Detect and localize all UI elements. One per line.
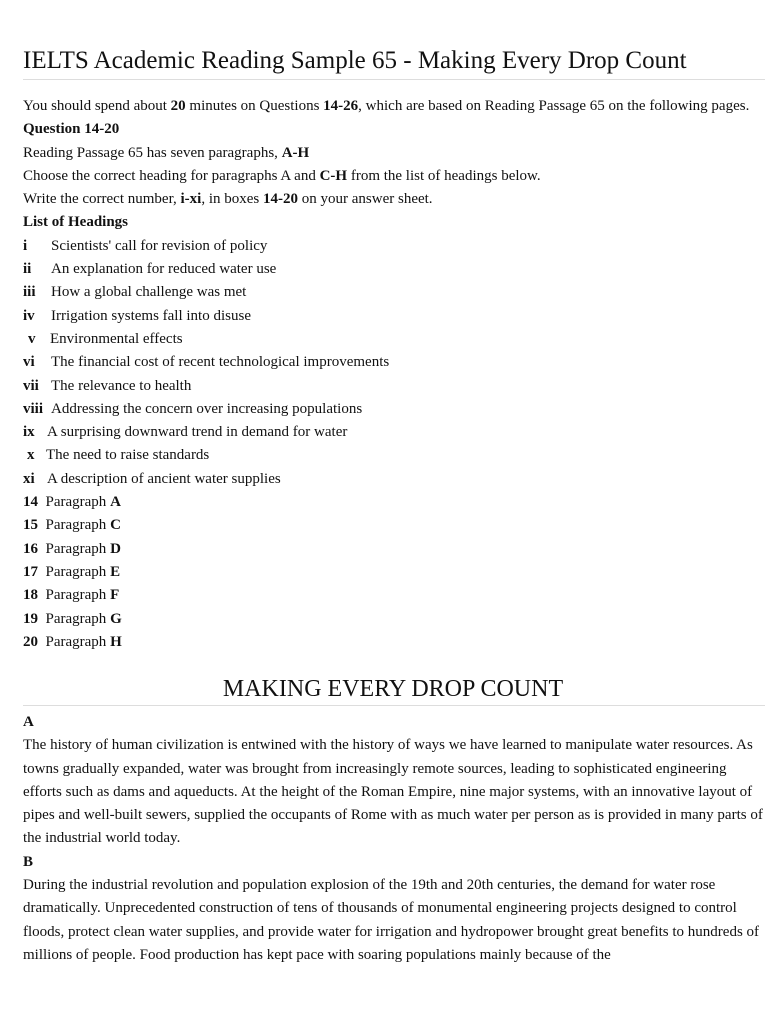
- heading-number: iii: [23, 284, 36, 301]
- instruction-text: , which are based on Reading Passage 65 on the following pages.: [358, 98, 750, 114]
- reading-passage: [23, 711, 765, 967]
- heading-text: The need to raise standards: [46, 447, 210, 464]
- page-title: IELTS Academic Reading Sample 65 - Making Every Drop Count: [23, 47, 687, 74]
- heading-item: [23, 305, 765, 328]
- heading-text: A description of ancient water supplies: [47, 470, 281, 487]
- headings-list: [23, 235, 765, 491]
- question-item: [23, 584, 765, 607]
- instruction-question-range: 14-26: [323, 98, 359, 114]
- answer-sheet-instruction: Write the correct number, i-xi, in boxes 14-20 on your answer sheet.: [23, 191, 433, 208]
- question-label: Paragraph: [45, 610, 107, 627]
- heading-text: Addressing the concern over increasing populations: [51, 400, 363, 417]
- heading-number: ix: [23, 424, 35, 441]
- question-heading: Question 14-20: [23, 121, 120, 138]
- question-letter: C: [110, 517, 121, 534]
- questions-list: [23, 491, 765, 654]
- heading-item: [23, 281, 765, 304]
- heading-text: Scientists' call for revision of policy: [51, 237, 268, 254]
- question-item: [23, 538, 765, 561]
- paragraph-count-instruction: Reading Passage 65 has seven paragraphs, A-H: [23, 144, 310, 161]
- question-item: [23, 608, 765, 631]
- question-label: Paragraph: [45, 633, 107, 650]
- heading-item: [23, 444, 765, 467]
- heading-text: Environmental effects: [50, 330, 183, 347]
- heading-number: iv: [23, 307, 35, 324]
- question-number: 18: [23, 587, 38, 604]
- passage-divider: [23, 705, 765, 706]
- question-item: [23, 561, 765, 584]
- heading-number: x: [27, 447, 35, 464]
- heading-number: vi: [23, 354, 35, 371]
- heading-number: vii: [23, 377, 39, 394]
- question-label: Paragraph: [45, 494, 107, 511]
- question-number: 16: [23, 540, 38, 557]
- paragraph-b-text: During the industrial revolution and population explosion of the 19th and 20th centuries, the demand for water rose dramatically. Unprecedented construction of tens of thousands of monumental engineering projects designed to control floods, protect clean water supplies, and provide water for irrigation and hydropower brought great benefits to hundreds of millions of people. Food production has kept pace with soaring populations mainly because of the: [23, 877, 760, 963]
- paragraph-letter-b: B: [23, 853, 34, 870]
- instructions: [23, 95, 765, 654]
- question-number: 14: [23, 494, 38, 511]
- question-letter: H: [110, 633, 122, 650]
- heading-text: The relevance to health: [51, 377, 192, 394]
- heading-text: Irrigation systems fall into disuse: [51, 307, 251, 324]
- question-letter: E: [110, 563, 121, 580]
- question-number: 19: [23, 610, 38, 627]
- time-instruction: [23, 95, 765, 118]
- question-label: Paragraph: [45, 587, 107, 604]
- question-number: 20: [23, 633, 38, 650]
- question-label: Paragraph: [45, 540, 107, 557]
- heading-text: A surprising downward trend in demand for water: [47, 424, 348, 441]
- instruction-text: You should spend about: [23, 98, 171, 114]
- paragraph-letter-a: A: [23, 714, 34, 730]
- heading-number: viii: [23, 400, 44, 417]
- question-label: Paragraph: [45, 517, 107, 534]
- question-letter: F: [110, 587, 120, 604]
- instruction-text: minutes on Questions: [185, 98, 324, 114]
- question-item: [23, 491, 765, 514]
- heading-number: i: [23, 237, 28, 254]
- question-number: 17: [23, 563, 38, 580]
- instruction-minutes: 20: [170, 98, 186, 114]
- passage-title: MAKING EVERY DROP COUNT: [222, 676, 564, 702]
- question-number: 15: [23, 517, 38, 534]
- heading-item: [23, 468, 765, 491]
- heading-text: How a global challenge was met: [51, 284, 247, 301]
- heading-item: [23, 398, 765, 421]
- question-letter: G: [110, 610, 122, 627]
- question-letter: D: [110, 540, 121, 557]
- heading-item: [23, 235, 765, 258]
- heading-number: v: [28, 330, 36, 347]
- question-item: [23, 631, 765, 654]
- title-divider: [23, 79, 765, 80]
- heading-text: An explanation for reduced water use: [51, 261, 277, 278]
- question-letter: A: [110, 494, 121, 511]
- heading-number: ii: [23, 261, 32, 278]
- heading-item: [23, 328, 765, 351]
- heading-item: [23, 421, 765, 444]
- list-of-headings-title: List of Headings: [23, 214, 129, 231]
- paragraph-a-text: The history of human civilization is entwined with the history of ways we have learned to manipulate water resources. As towns gradually expanded, water was brought from increasingly remote sources, leading to sophisticated engineering efforts such as dams and aqueducts. At the height of the Roman Empire, nine major systems, with an innovative layout of pipes and well-built sewers, supplied the occupants of Rome with as much water per person as is provided in many parts of the industrial world today.: [23, 737, 763, 847]
- heading-number: xi: [23, 470, 35, 487]
- heading-item: [23, 258, 765, 281]
- choose-heading-instruction: Choose the correct heading for paragraphs A and C-H from the list of headings below.: [23, 167, 541, 184]
- heading-item: [23, 351, 765, 374]
- heading-text: The financial cost of recent technological improvements: [51, 354, 390, 371]
- question-label: Paragraph: [45, 563, 107, 580]
- heading-item: [23, 375, 765, 398]
- question-item: [23, 514, 765, 537]
